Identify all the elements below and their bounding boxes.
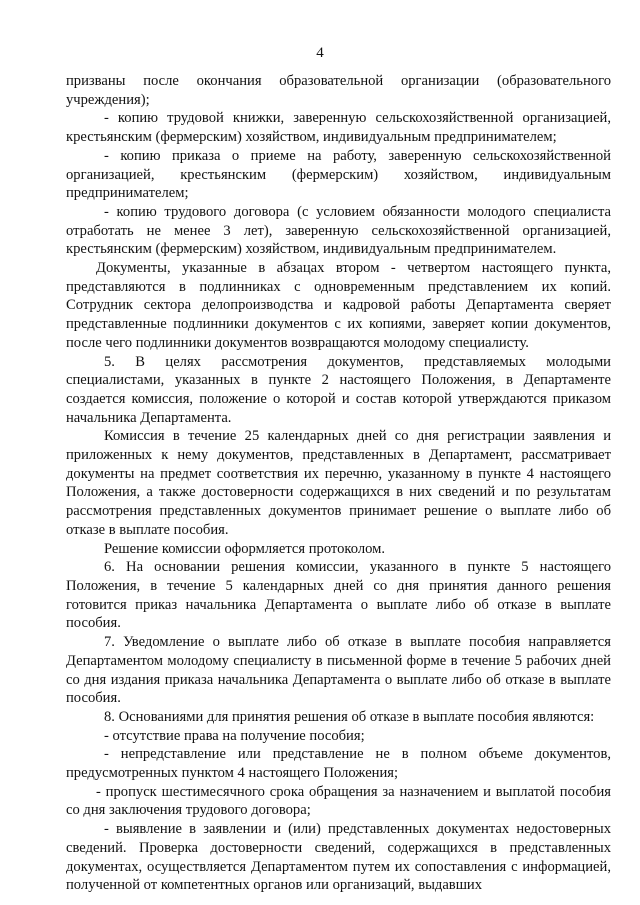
list-item-work-book-copy: - копию трудовой книжки, заверенную сельскохозяйственной организацией, крестьянским (фермерским) хозяйством, индивидуальным предпринимателем;	[66, 110, 611, 146]
paragraph-commission-review: Комиссия в течение 25 календарных дней со дня регистрации заявления и приложенных к нему документов, представленных в Департамент, рассматривает документы на предмет соответствия их перечню, указанному в пункте 4 настоящего Положения, а также достоверности содержащихся в них сведений и по результатам рассмотрения представленных документов принимает решение о выплате либо об отказе в выплате пособия.	[66, 428, 611, 538]
list-item-no-right: - отсутствие права на получение пособия;	[104, 727, 365, 744]
list-item-incomplete-documents: - непредставление или представление не в полном объеме документов, предусмотренных пунктом 4 настоящего Положения;	[66, 746, 611, 782]
page-number: 4	[316, 45, 324, 61]
list-item-employment-contract-copy: - копию трудового договора (с условием обязанности молодого специалиста отработать не менее 3 лет), заверенную сельскохозяйственной организацией, крестьянским (фермерским) хозяйством, индивидуальным предпринимателем.	[66, 203, 611, 258]
paragraph-graduation: призваны после окончания образовательной организации (образовательного учреждения);	[66, 73, 611, 108]
document-body	[66, 72, 611, 895]
paragraph-item-8-refusal-grounds: 8. Основаниями для принятия решения об отказе в выплате пособия являются:	[104, 708, 595, 725]
list-item-hiring-order-copy: - копию приказа о приеме на работу, заверенную сельскохозяйственной организацией, крестьянским (фермерским) хозяйством, индивидуальным предпринимателем;	[66, 147, 611, 202]
paragraph-item-7-notification: 7. Уведомление о выплате либо об отказе в выплате пособия направляется Департаментом молодому специалисту в письменной форме в течение 5 рабочих дней со дня издания приказа начальника Департамента о выплате либо об отказе в выплате пособия.	[66, 634, 611, 707]
list-item-deadline-missed: - пропуск шестимесячного срока обращения за назначением и выплатой пособия со дня заключения трудового договора;	[66, 783, 611, 819]
paragraph-originals-verification: Документы, указанные в абзацах втором - четвертом настоящего пункта, представляются в подлинниках с одновременным представлением их копий. Сотрудник сектора делопроизводства и кадровой работы Департамента сверяет представленные подлинники документов с их копиями, заверяет копии документов, после чего подлинники документов возвращаются молодому специалисту.	[66, 260, 611, 351]
paragraph-item-5-commission: 5. В целях рассмотрения документов, представляемых молодыми специалистами, указанных в пункте 2 настоящего Положения, в Департаменте создается комиссия, положение о которой и состав которой утверждаются приказом начальника Департамента.	[66, 353, 611, 426]
list-item-false-information: - выявление в заявлении и (или) представленных документах недостоверных сведений. Проверка достоверности сведений, содержащихся в представленных документах, осуществляется Департаментом путем их сопоставления с информацией, полученной от компетентных органов или организаций, выдавших	[66, 821, 611, 894]
paragraph-item-6-order: 6. На основании решения комиссии, указанного в пункте 5 настоящего Положения, в течение 5 календарных дней со дня принятия данного решения готовится приказ начальника Департамента о выплате либо об отказе в выплате пособия.	[66, 559, 611, 632]
paragraph-commission-protocol: Решение комиссии оформляется протоколом.	[104, 540, 386, 557]
